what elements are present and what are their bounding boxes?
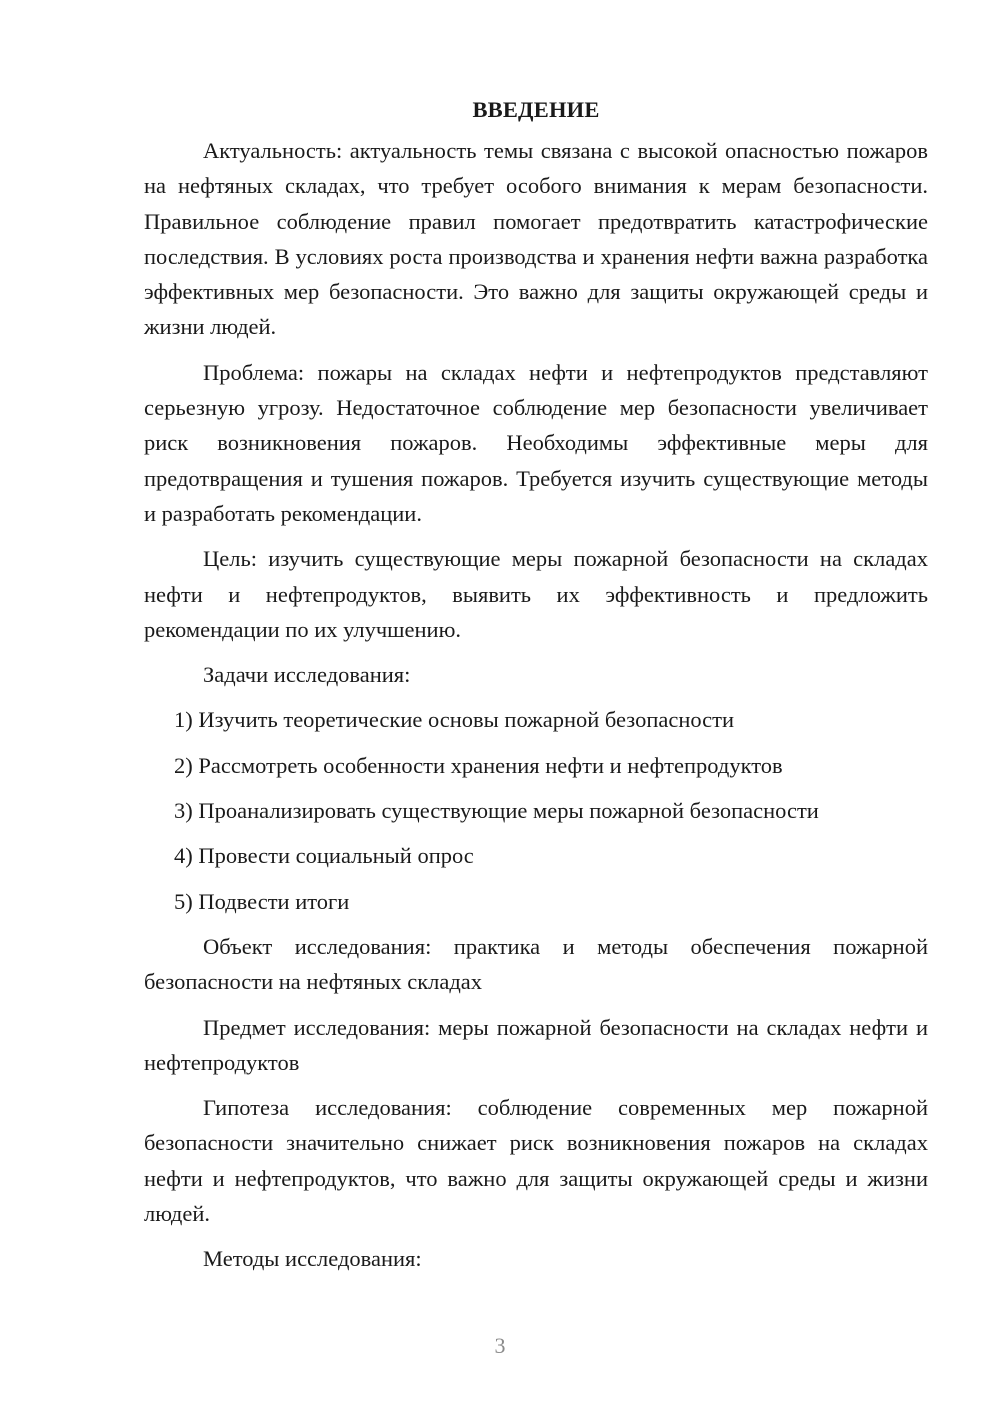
task-item-1: 1) Изучить теоретические основы пожарной безопасности: [174, 707, 735, 733]
paragraph-object: Объект исследования: практика и методы обеспечения пожарной безопасности на нефтяных складах: [144, 933, 928, 995]
paragraph-relevance: Актуальность: актуальность темы связана с высокой опасностью пожаров на нефтяных складах, что требует особого внимания к мерам безопасности. Правильное соблюдение правил помогает предотвратить катастрофические последствия. В условиях роста производства и хранения нефти важна разработка эффективных мер безопасности. Это важно для защиты окружающей среды и жизни людей.: [144, 138, 928, 340]
paragraph-hypothesis: Гипотеза исследования: соблюдение современных мер пожарной безопасности значительно снижает риск возникновения пожаров на складах нефти и нефтепродуктов, что важно для защиты окружающей среды и жизни людей.: [144, 1095, 928, 1227]
paragraph-goal: Цель: изучить существующие меры пожарной безопасности на складах нефти и нефтепродуктов, выявить их эффективность и предложить рекомендации по их улучшению.: [144, 546, 928, 642]
paragraph-tasks-heading: Задачи исследования:: [203, 662, 411, 688]
task-item-5: 5) Подвести итоги: [174, 888, 350, 914]
page-content: [144, 92, 928, 1287]
page-number: 3: [494, 1333, 506, 1358]
task-item-2: 2) Рассмотреть особенности хранения нефти и нефтепродуктов: [174, 752, 783, 778]
paragraph-problem: Проблема: пожары на складах нефти и нефтепродуктов представляют серьезную угрозу. Недостаточное соблюдение мер безопасности увеличивает риск возникновения пожаров. Необходимы эффективные меры для предотвращения и тушения пожаров. Требуется изучить существующие методы и разработать рекомендации.: [144, 359, 928, 526]
paragraph-subject: Предмет исследования: меры пожарной безопасности на складах нефти и нефтепродуктов: [144, 1014, 928, 1075]
page-title: ВВЕДЕНИЕ: [472, 97, 600, 122]
paragraph-methods-heading: Методы исследования:: [203, 1246, 422, 1272]
task-item-3: 3) Проанализировать существующие меры пожарной безопасности: [174, 798, 819, 824]
task-item-4: 4) Провести социальный опрос: [174, 843, 474, 869]
